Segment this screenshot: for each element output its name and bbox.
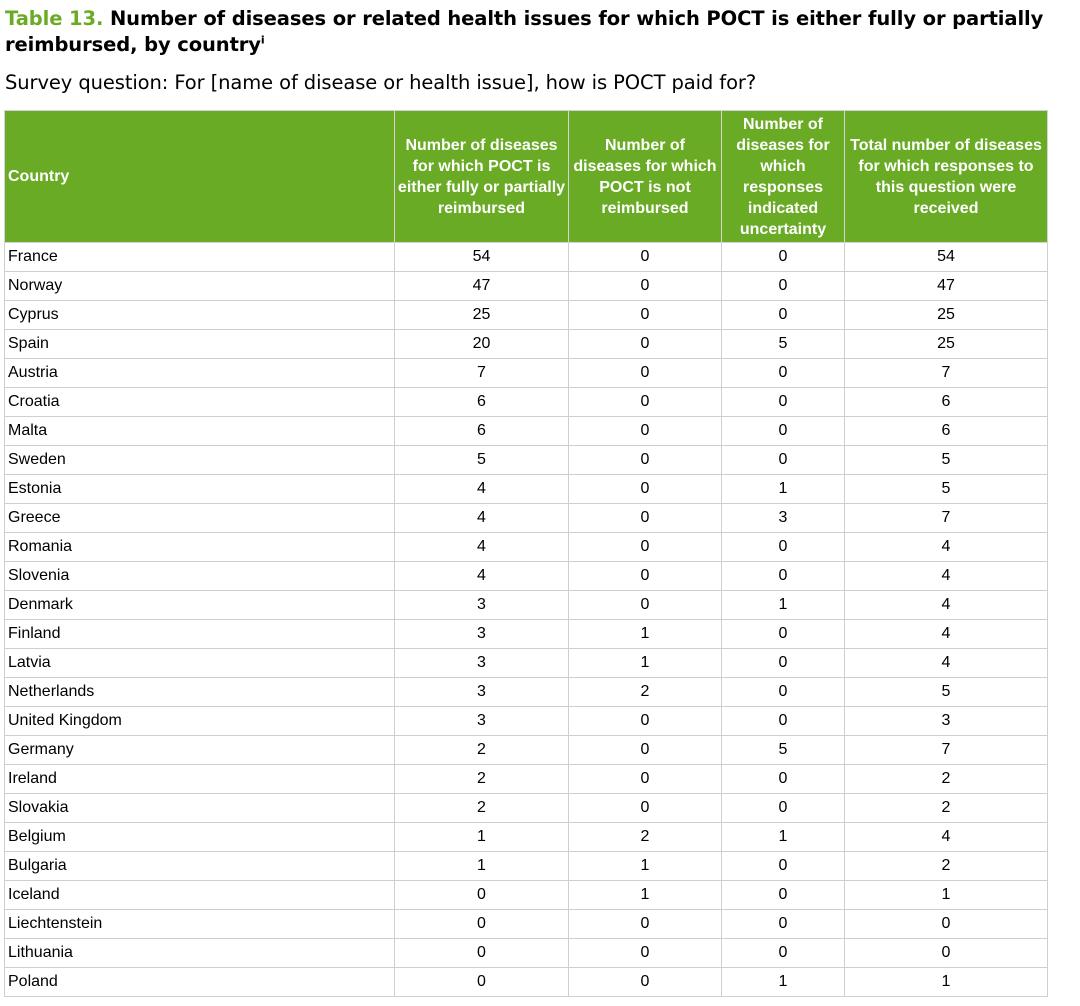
uncertain-cell: 1 [722,823,845,852]
table-row [5,852,1048,881]
not-reimbursed-cell: 0 [569,330,722,359]
uncertain-cell: 1 [722,968,845,997]
table-row [5,649,1048,678]
country-cell: Estonia [5,475,395,504]
country-cell: Bulgaria [5,852,395,881]
uncertain-cell: 0 [722,301,845,330]
reimbursed-cell: 3 [395,591,569,620]
uncertain-cell: 1 [722,475,845,504]
table-row [5,359,1048,388]
country-cell: Spain [5,330,395,359]
table-row [5,765,1048,794]
uncertain-cell: 5 [722,736,845,765]
country-cell: Denmark [5,591,395,620]
not-reimbursed-cell: 0 [569,504,722,533]
country-cell: Greece [5,504,395,533]
footnote-marker[interactable]: i [260,33,265,47]
reimbursed-cell: 3 [395,649,569,678]
reimbursed-cell: 1 [395,823,569,852]
total-cell: 5 [845,678,1048,707]
uncertain-cell: 0 [722,562,845,591]
uncertain-cell: 0 [722,388,845,417]
total-cell: 5 [845,446,1048,475]
table-title [5,6,1065,58]
reimbursed-cell: 4 [395,562,569,591]
reimbursed-cell: 3 [395,707,569,736]
country-cell: Norway [5,272,395,301]
table-row [5,417,1048,446]
reimbursed-cell: 0 [395,968,569,997]
uncertain-cell: 0 [722,417,845,446]
total-cell: 25 [845,330,1048,359]
reimbursed-cell: 7 [395,359,569,388]
not-reimbursed-cell: 0 [569,939,722,968]
total-cell: 6 [845,417,1048,446]
reimbursed-cell: 0 [395,881,569,910]
country-cell: France [5,243,395,272]
not-reimbursed-cell: 0 [569,446,722,475]
not-reimbursed-cell: 0 [569,707,722,736]
table-row [5,968,1048,997]
country-cell: Cyprus [5,301,395,330]
total-cell: 7 [845,736,1048,765]
not-reimbursed-cell: 1 [569,852,722,881]
table-row [5,736,1048,765]
reimbursed-cell: 5 [395,446,569,475]
reimbursed-cell: 0 [395,939,569,968]
country-cell: Croatia [5,388,395,417]
table-header-row [5,111,1048,243]
reimbursed-cell: 2 [395,765,569,794]
country-cell: Finland [5,620,395,649]
not-reimbursed-cell: 1 [569,881,722,910]
table-row [5,620,1048,649]
country-cell: United Kingdom [5,707,395,736]
not-reimbursed-cell: 0 [569,388,722,417]
table-row [5,243,1048,272]
not-reimbursed-cell: 0 [569,475,722,504]
total-cell: 47 [845,272,1048,301]
not-reimbursed-cell: 0 [569,562,722,591]
total-cell: 6 [845,388,1048,417]
reimbursed-cell: 0 [395,910,569,939]
reimbursement-table [4,110,1048,997]
total-cell: 0 [845,939,1048,968]
country-cell: Lithuania [5,939,395,968]
not-reimbursed-cell: 0 [569,533,722,562]
not-reimbursed-cell: 0 [569,272,722,301]
total-cell: 5 [845,475,1048,504]
uncertain-cell: 0 [722,881,845,910]
total-cell: 2 [845,765,1048,794]
table-row [5,881,1048,910]
column-header-total: Total number of diseases for which responses to this question were received [845,111,1048,243]
country-cell: Romania [5,533,395,562]
country-cell: Slovenia [5,562,395,591]
reimbursed-cell: 54 [395,243,569,272]
total-cell: 1 [845,968,1048,997]
column-header-reimbursed: Number of diseases for which POCT is either fully or partially reimbursed [395,111,569,243]
table-row [5,562,1048,591]
total-cell: 2 [845,852,1048,881]
reimbursed-cell: 6 [395,417,569,446]
not-reimbursed-cell: 0 [569,736,722,765]
table-row [5,794,1048,823]
not-reimbursed-cell: 0 [569,765,722,794]
table-row [5,272,1048,301]
total-cell: 4 [845,533,1048,562]
not-reimbursed-cell: 1 [569,649,722,678]
country-cell: Liechtenstein [5,910,395,939]
table-row [5,823,1048,852]
uncertain-cell: 0 [722,272,845,301]
uncertain-cell: 3 [722,504,845,533]
total-cell: 1 [845,881,1048,910]
reimbursed-cell: 4 [395,504,569,533]
uncertain-cell: 0 [722,678,845,707]
reimbursed-cell: 3 [395,678,569,707]
column-header-country: Country [5,111,395,243]
table-title-text: Number of diseases or related health issues for which POCT is either fully or partially reimbursed, by country [5,7,1044,56]
reimbursed-cell: 2 [395,794,569,823]
country-cell: Slovakia [5,794,395,823]
total-cell: 25 [845,301,1048,330]
country-cell: Poland [5,968,395,997]
uncertain-cell: 0 [722,533,845,562]
not-reimbursed-cell: 0 [569,794,722,823]
table-number-label: Table 13. [5,7,104,30]
reimbursed-cell: 2 [395,736,569,765]
total-cell: 4 [845,649,1048,678]
table-row [5,707,1048,736]
uncertain-cell: 5 [722,330,845,359]
uncertain-cell: 0 [722,707,845,736]
table-row [5,301,1048,330]
total-cell: 4 [845,620,1048,649]
total-cell: 3 [845,707,1048,736]
uncertain-cell: 0 [722,446,845,475]
table-row [5,591,1048,620]
uncertain-cell: 0 [722,939,845,968]
total-cell: 54 [845,243,1048,272]
column-header-not-reimbursed: Number of diseases for which POCT is not reimbursed [569,111,722,243]
survey-question: Survey question: For [name of disease or health issue], how is POCT paid for? [5,71,757,94]
country-cell: Ireland [5,765,395,794]
country-cell: Austria [5,359,395,388]
total-cell: 2 [845,794,1048,823]
reimbursed-cell: 6 [395,388,569,417]
country-cell: Latvia [5,649,395,678]
country-cell: Sweden [5,446,395,475]
not-reimbursed-cell: 1 [569,620,722,649]
reimbursed-cell: 3 [395,620,569,649]
uncertain-cell: 0 [722,765,845,794]
country-cell: Belgium [5,823,395,852]
total-cell: 4 [845,591,1048,620]
reimbursed-cell: 1 [395,852,569,881]
uncertain-cell: 0 [722,243,845,272]
table-row [5,939,1048,968]
uncertain-cell: 0 [722,359,845,388]
total-cell: 4 [845,562,1048,591]
not-reimbursed-cell: 0 [569,417,722,446]
table-row [5,910,1048,939]
uncertain-cell: 0 [722,852,845,881]
uncertain-cell: 1 [722,591,845,620]
reimbursed-cell: 4 [395,533,569,562]
reimbursed-cell: 25 [395,301,569,330]
reimbursed-cell: 4 [395,475,569,504]
table-row [5,678,1048,707]
country-cell: Malta [5,417,395,446]
table-row [5,388,1048,417]
not-reimbursed-cell: 0 [569,910,722,939]
not-reimbursed-cell: 0 [569,968,722,997]
country-cell: Germany [5,736,395,765]
not-reimbursed-cell: 2 [569,678,722,707]
table-row [5,446,1048,475]
uncertain-cell: 0 [722,794,845,823]
uncertain-cell: 0 [722,620,845,649]
total-cell: 7 [845,359,1048,388]
table-row [5,504,1048,533]
total-cell: 4 [845,823,1048,852]
not-reimbursed-cell: 0 [569,359,722,388]
not-reimbursed-cell: 0 [569,591,722,620]
reimbursed-cell: 20 [395,330,569,359]
reimbursed-cell: 47 [395,272,569,301]
total-cell: 0 [845,910,1048,939]
table-row [5,533,1048,562]
table-row [5,330,1048,359]
uncertain-cell: 0 [722,910,845,939]
uncertain-cell: 0 [722,649,845,678]
country-cell: Netherlands [5,678,395,707]
not-reimbursed-cell: 2 [569,823,722,852]
not-reimbursed-cell: 0 [569,301,722,330]
country-cell: Iceland [5,881,395,910]
column-header-uncertain: Number of diseases for which responses indicated uncertainty [722,111,845,243]
total-cell: 7 [845,504,1048,533]
not-reimbursed-cell: 0 [569,243,722,272]
table-body [5,243,1048,997]
table-row [5,475,1048,504]
